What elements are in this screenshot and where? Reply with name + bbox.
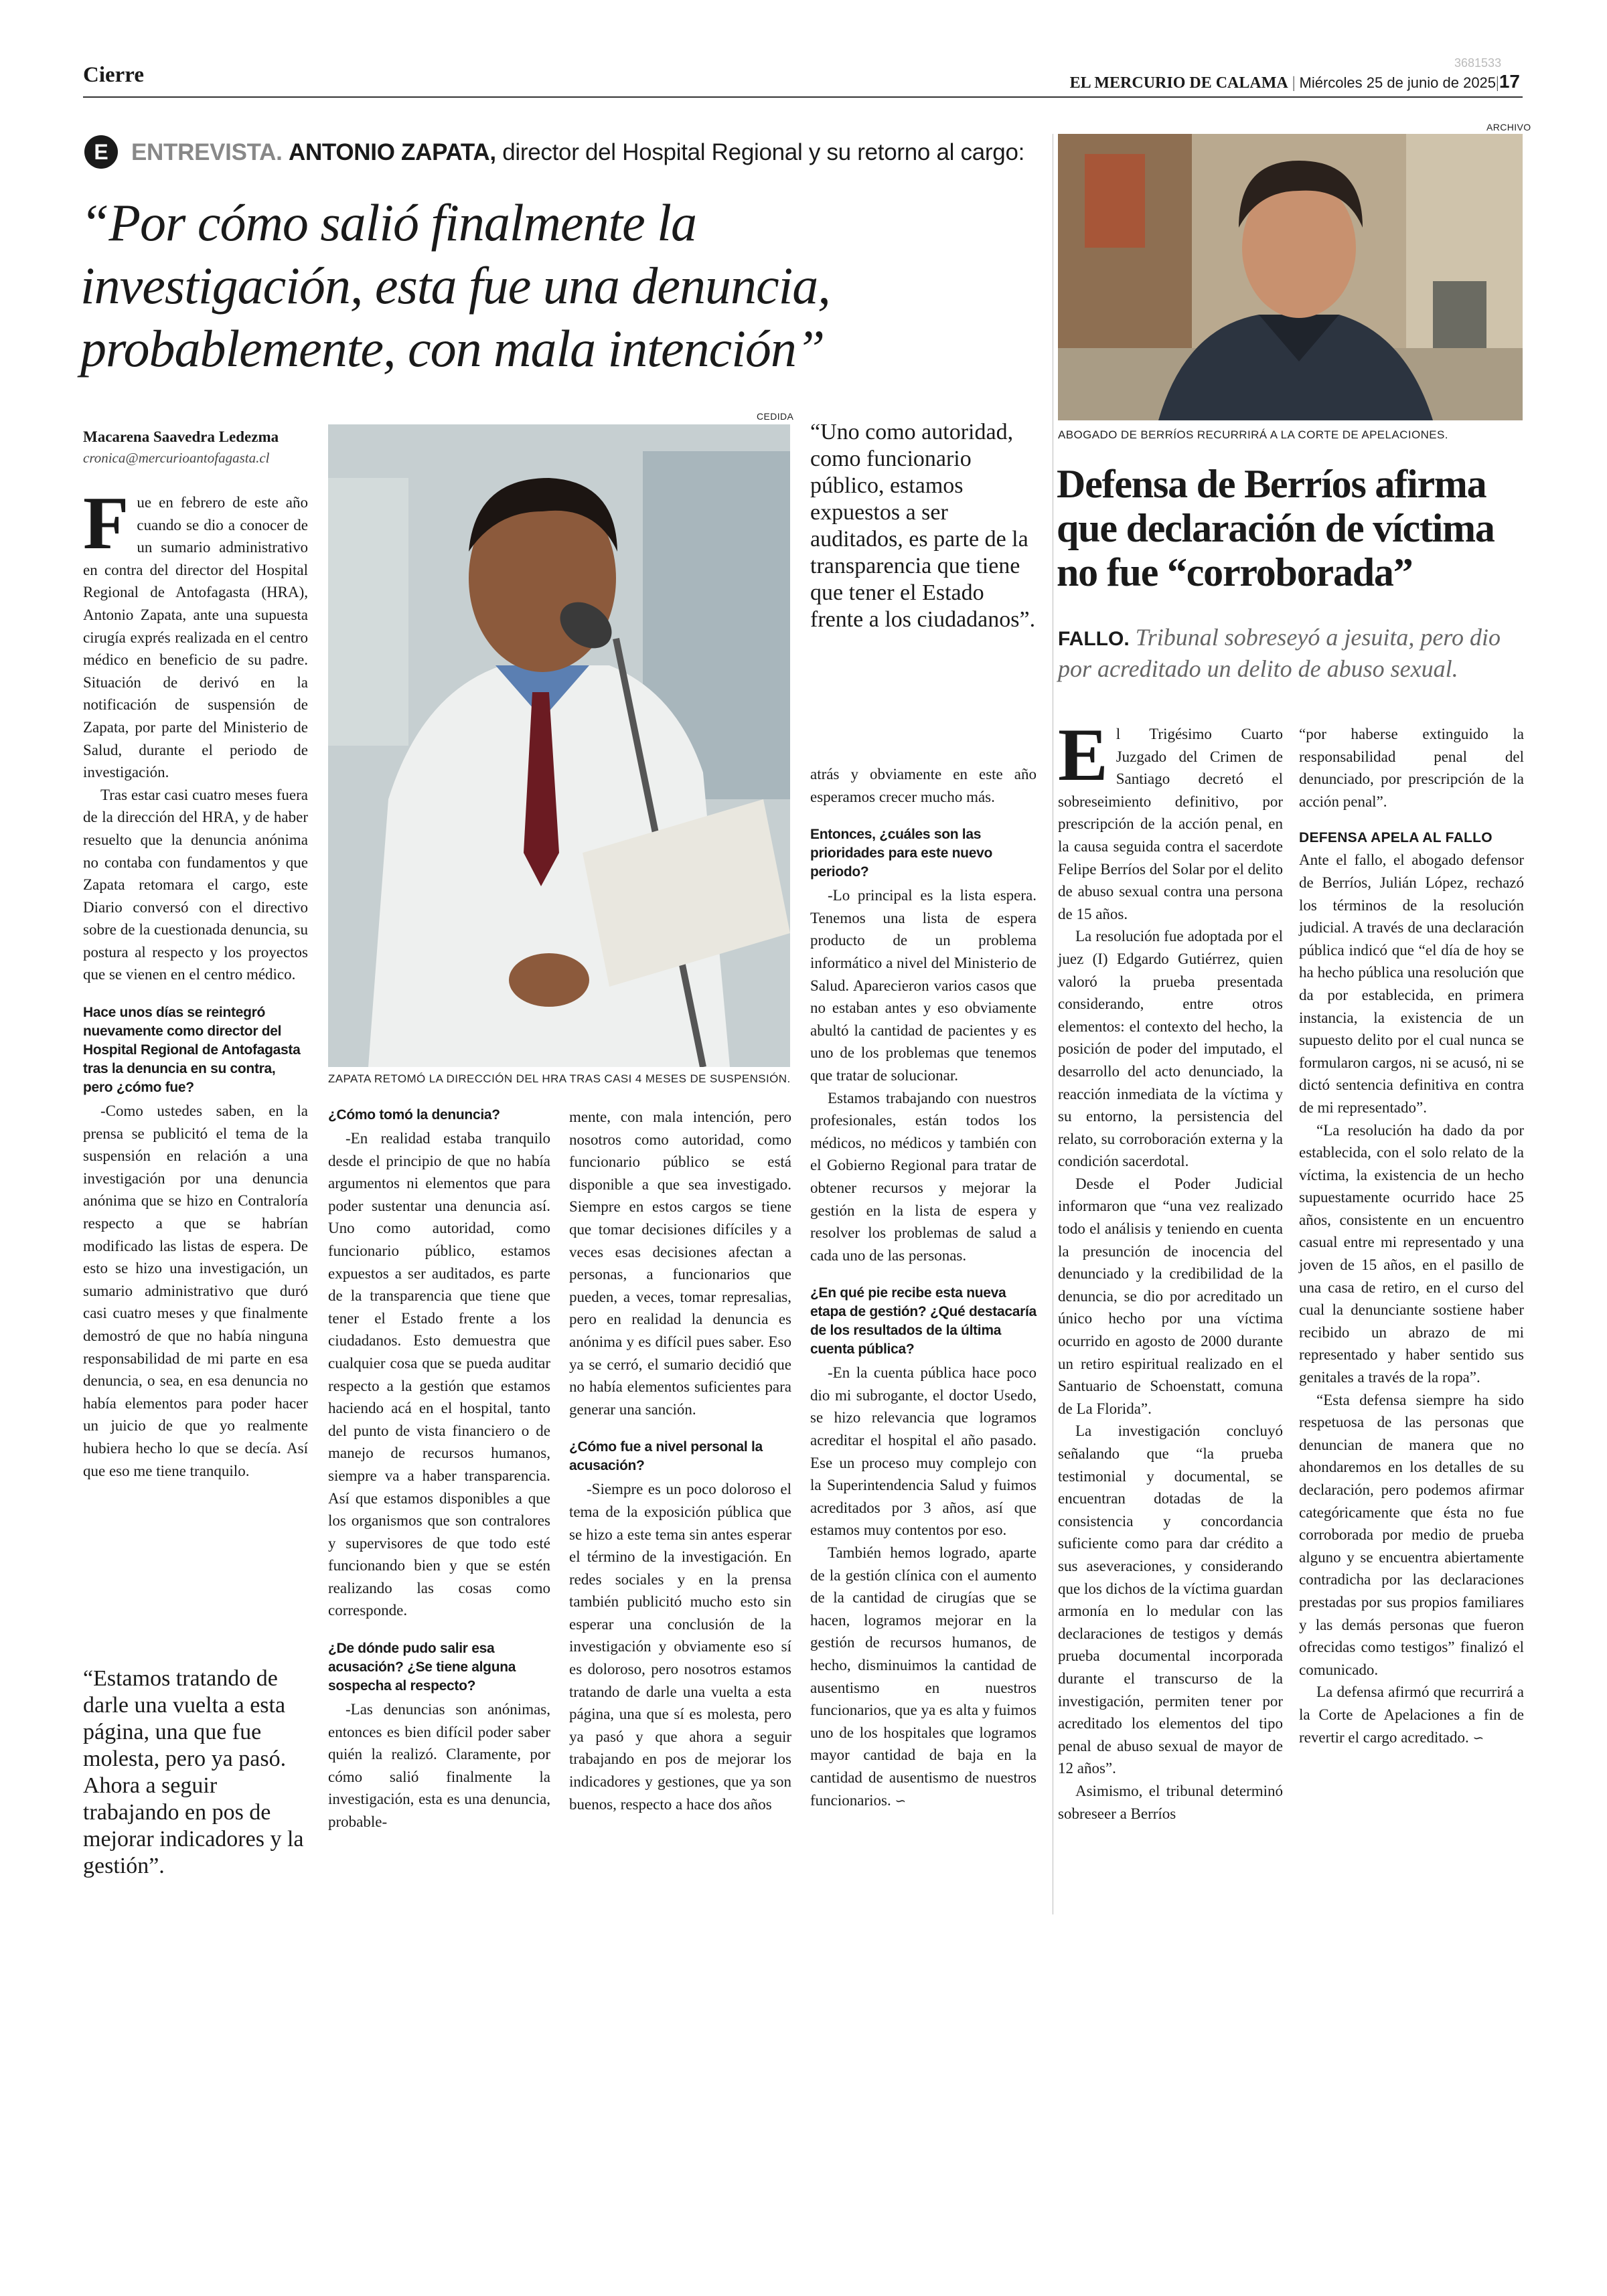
headline-line: “Por cómo salió finalmente la <box>80 193 696 252</box>
paragraph: “por haberse extinguido la responsabilidad penal del denunciado, por prescripción de la acción penal”. <box>1299 726 1524 810</box>
deck-label: FALLO. <box>1058 628 1130 650</box>
kicker-rest: director del Hospital Regional y su retorno al cargo: <box>502 139 1025 165</box>
interview-column-2 <box>328 1098 550 1833</box>
question: ¿De dónde pudo salir esa acusación? ¿Se tiene alguna sospecha al respecto? <box>328 1641 516 1694</box>
question: ¿En qué pie recibe esta nueva etapa de gestión? ¿Qué destacaría de los resultados de la última cuenta pública? <box>810 1285 1037 1358</box>
answer-continued: atrás y obviamente en este año esperamos crecer mucho más. <box>810 766 1037 805</box>
headline-line: investigación, esta fue una denuncia, <box>80 256 830 315</box>
publication-date: Miércoles 25 de junio de 2025 <box>1299 74 1497 91</box>
answer: -En la cuenta pública hace poco dio mi subrogante, el doctor Usedo, se hizo relevancia que logramos acreditar el hospital el año pasado. Ese un proceso muy complejo con la Superintendencia Salud y fuimos acreditados por 3 años, así que estamos muy contentos por eso. <box>810 1364 1037 1539</box>
section-name: Cierre <box>83 63 144 87</box>
news-column-1 <box>1058 714 1283 1825</box>
paragraph: La resolución fue adoptada por el juez (I) Edgardo Gutiérrez, quien valoró la prueba presentada considerando, entre otros elementos: el contexto del hecho, la posición de poder del imputado, el desarrollo del acto denunciado, la reacción inmediata de la víctima y su entorno, la persistencia del relato, su corroboración externa y la condición sacerdotal. <box>1058 928 1283 1170</box>
pull-quote-top: “Uno como autoridad, como funcionario público, estamos expuestos a ser auditados, es parte de la transparencia que tiene que tener el Estado frente a los ciudadanos”. <box>810 420 1036 632</box>
end-mark-icon: ∽ <box>1472 1729 1484 1746</box>
headline-line: que declaración de víctima <box>1057 506 1495 550</box>
end-mark-icon: ∽ <box>895 1792 907 1809</box>
headline-line: probablemente, con mala intención” <box>80 319 825 378</box>
zapata-photo-caption: ZAPATA RETOMÓ LA DIRECCIÓN DEL HRA TRAS CASI 4 MESES DE SUSPENSIÓN. <box>328 1072 791 1085</box>
paragraph: “La resolución ha dado da por establecida, con el solo relato de la víctima, la existencia de un hecho supuestamente ocurrido hace 25 años, consistente en un encuentro casual entre mi representado y una joven de 15 años, en el pasillo de una casa de retiro, en el curso del cual la denunciante sostiene haber recibido un abrazo de mi representado y haber sentido sus genitales a través de la ropa”. <box>1299 1121 1524 1386</box>
headline-line: no fue “corroborada” <box>1057 550 1413 594</box>
news-deck <box>1058 623 1527 683</box>
answer: -Siempre es un poco doloroso el tema de la exposición pública que se hizo a este tema sin antes esperar el término de la investigación. En redes sociales y en la prensa también publicitó mucho esto sin esperar una conclusión de la investigación y obviamente eso sí es doloroso, pero nosotros estamos tratando de darle una vuelta a esta página, una que sí es molesta, pero ya pasó y que ahora a seguir trabajando en pos de mejorar los indicadores y gestiones, que ya son buenos, respecto a hace dos años <box>569 1481 791 1813</box>
speaker-illustration <box>328 424 790 1067</box>
author-email: cronica@mercurioantofagasta.cl <box>83 450 270 466</box>
paragraph: Asimismo, el tribunal determinó sobreseer a Berríos <box>1058 1782 1283 1822</box>
answer-continued: mente, con mala intención, pero nosotros como autoridad, como funcionario público se está disponible a que sea investigado. Siempre en estos cargos se tiene que tomar decisiones difíciles y a veces esas decisiones afectan a personas, a funcionarios que pueden, a veces, tomar represalias, pero en realidad la denuncia es anónima y es difícil pues saber. Eso ya se cerró, el sumario decidió que no había elementos suficientes para generar una sanción. <box>569 1109 791 1418</box>
interview-column-1 <box>83 482 308 1482</box>
header-rule <box>83 96 1523 98</box>
subheading: DEFENSA APELA AL FALLO <box>1299 830 1493 846</box>
headline-line: Defensa de Berríos afirma <box>1057 462 1486 506</box>
berrios-photo-caption: ABOGADO DE BERRÍOS RECURRIRÁ A LA CORTE DE APELACIONES. <box>1058 428 1448 441</box>
answer: -Como ustedes saben, en la prensa se publicitó el tema de la suspensión en relación a una investigación por una denuncia anónima que se hizo en Contraloría respecto a que se habrían modificado las listas de espera. De esto se hizo una investigación, un sumario administrativo que duró casi cuatro meses y que finalmente demostró de que no había ninguna responsabilidad de mi parte en esa denuncia, o sea, en esa denuncia no había elementos para poder hacer un juicio de que yo realmente hubiera hecho lo que se decía. Así que eso me tiene tranquilo. <box>83 1102 308 1479</box>
portrait-illustration <box>1058 134 1523 420</box>
lead-paragraph: ue en febrero de este año cuando se dio a conocer de un sumario administrativo en contra del director del Hospital Regional de Antofagasta (HRA), Antonio Zapata, ante una supuesta cirugía exprés realizada en el centro médico en beneficio de su padre. Situación de derivó en la notificación de suspensión de Zapata, por parte del Ministerio de Salud, durante el periodo de investigación. <box>83 494 308 781</box>
deck-text: Tribunal sobreseyó a jesuita, pero dio por acreditado un delito de abuso sexual. <box>1058 624 1501 682</box>
pull-quote-bottom: “Estamos tratando de darle una vuelta a esta página, una que fue molesta, pero ya pasó. Ahora a seguir trabajando en pos de mejorar indicadores y la gestión”. <box>83 1666 304 1878</box>
dropcap-f: F <box>83 482 129 565</box>
answer: -Las denuncias son anónimas, entonces es bien difícil poder saber quién la realizó. Claramente, por cómo salió finalmente la investigación, esta es una denuncia, probable- <box>328 1701 550 1831</box>
publication-name: EL MERCURIO DE CALAMA <box>1069 74 1288 92</box>
masthead-line: EL MERCURIO DE CALAMA | Miércoles 25 de junio de 2025|17 <box>1069 71 1520 92</box>
lead-paragraph: l Trigésimo Cuarto Juzgado del Crimen de Santiago decretó el sobreseimiento definitivo, por prescripción de la acción penal, en la causa seguida contra el sacerdote Felipe Berríos del Solar por el delito de abuso sexual contra una persona de 15 años. <box>1058 726 1283 922</box>
interview-badge: E <box>84 135 118 169</box>
answer: -Lo principal es la lista espera. Tenemos una lista de espera producto de un problema informático a nivel del Ministerio de Salud. Aparecieron varios casos que no estaban antes y eso obviamente abultó la cantidad de pacientes y es uno de los problemas que tenemos que tratar de solucionar. <box>810 887 1037 1084</box>
kicker-label: ENTREVISTA. <box>131 139 283 165</box>
paragraph: Desde el Poder Judicial informaron que “una vez realizado todo el análisis y teniendo en cuenta la presunción de inocencia del denunciado y la credibilidad de la denuncia, se dio por acreditado un único hecho por una víctima ocurrido en agosto de 2000 durante un retiro espiritual realizado en el Santuario de Schoenstatt, comuna de La Florida”. <box>1058 1175 1283 1417</box>
paragraph: La investigación concluyó señalando que “la prueba testimonial y documental, se encuentran dotadas de la consistencia y concordancia suficiente como para dar crédito a sus aseveraciones, y considerando que los dichos de la víctima guardan armonía en lo medular con las declaraciones de testigos y demás prueba documental incorporada durante el transcurso de la investigación, permiten tener por acreditado los elementos del tipo penal de abuso sexual de mayor de 12 años”. <box>1058 1422 1283 1777</box>
interview-column-3 <box>569 1098 791 1815</box>
question: Entonces, ¿cuáles son las prioridades para este nuevo periodo? <box>810 827 992 880</box>
interview-headline <box>80 191 1058 380</box>
dropcap-e: E <box>1058 714 1108 797</box>
berrios-photo <box>1058 134 1523 420</box>
answer: -En realidad estaba tranquilo desde el principio de que no había argumentos ni elementos que para poder sustentar una denuncia así. Uno como autoridad, como funcionario público, estamos expuestos a ser auditados, es parte de la transparencia que tiene que tener el Estado frente a los ciudadanos. Esto demuestra que cualquier cosa que se pueda auditar respecto a la gestión que estamos haciendo acá en el hospital, tanto del punto de vista financiero o de manejo de recursos humanos, siempre va a haber transparencia. Así que estamos disponibles a que los organismos que son contralores y supervisores de que todo esté funcionando bien y que se estén realizando las cosas como corresponde. <box>328 1130 550 1619</box>
interview-column-4 <box>810 763 1037 1812</box>
paragraph: “Esta defensa siempre ha sido respetuosa de las personas que denuncian de manera que no ahondaremos en los detalles de su declaración, pero podemos afirmar categóricamente que ésta no fue corroborada por medio de prueba alguno y se encuentra abiertamente contradicha por las declaraciones prestadas por sus propios familiares y las demás personas que fueron ofrecidas como testigos” finalizó el comunicado. <box>1299 1391 1524 1678</box>
news-column-2 <box>1299 723 1524 1749</box>
kicker-name: ANTONIO ZAPATA, <box>288 139 496 165</box>
paragraph: La defensa afirmó que recurrirá a la Corte de Apelaciones a fin de revertir el cargo acreditado. ∽ <box>1299 1684 1524 1746</box>
question: ¿Cómo fue a nivel personal la acusación? <box>569 1439 763 1474</box>
answer: Estamos trabajando con nuestros profesionales, están todos los médicos, no médicos y también con el Gobierno Regional para tratar de obtener recursos y mejorar la gestión en la lista de espera y resolver los problemas de salud a cada uno de las personas. <box>810 1089 1037 1264</box>
question: ¿Cómo tomó la denuncia? <box>328 1107 500 1123</box>
paragraph: Ante el fallo, el abogado defensor de Berríos, Julián López, rechazó los términos de la resolución judicial. A través de una declaración pública indicó que “el día de hoy se ha hecho pública una resolución que da por establecida, en primera instancia, la existencia de un supuesto delito por el cual nunca se formularon cargos, ni se acusó, ni se dictó sentencia definitiva en contra de mi representado”. <box>1299 851 1524 1116</box>
question: Hace unos días se reintegró nuevamente como director del Hospital Regional de Antofagasta tras la denuncia en su contra, pero ¿cómo fue? <box>83 1005 301 1096</box>
news-headline <box>1057 462 1525 594</box>
news-photo-credit: ARCHIVO <box>1486 122 1531 133</box>
edition-code: 3681533 <box>1454 56 1502 70</box>
author-name: Macarena Saavedra Ledezma <box>83 428 279 445</box>
interview-kicker <box>131 139 1024 166</box>
paragraph: Tras estar casi cuatro meses fuera de la dirección del HRA, y de haber resuelto que la denuncia anónima no contaba con fundamentos y que Zapata retomara el cargo, este Diario conversó con el directivo sobre de la cuestionada denuncia, su postura al respecto y los proyectos que se vienen en el centro médico. <box>83 786 308 983</box>
page-number: 17 <box>1499 71 1520 92</box>
zapata-photo <box>328 424 790 1067</box>
photo-credit: CEDIDA <box>757 411 794 422</box>
answer: También hemos logrado, aparte de la gestión clínica con el aumento de la cantidad de cirugías que se hacen, logramos mejorar en la gestión de recursos humanos, de hecho, disminuimos la cantidad de ausentismo en nuestros funcionarios, que ya es alta y fuimos uno de los hospitales que logramos mayor cantidad de baja en la cantidad de ausentismo de nuestros funcionarios. ∽ <box>810 1544 1037 1809</box>
